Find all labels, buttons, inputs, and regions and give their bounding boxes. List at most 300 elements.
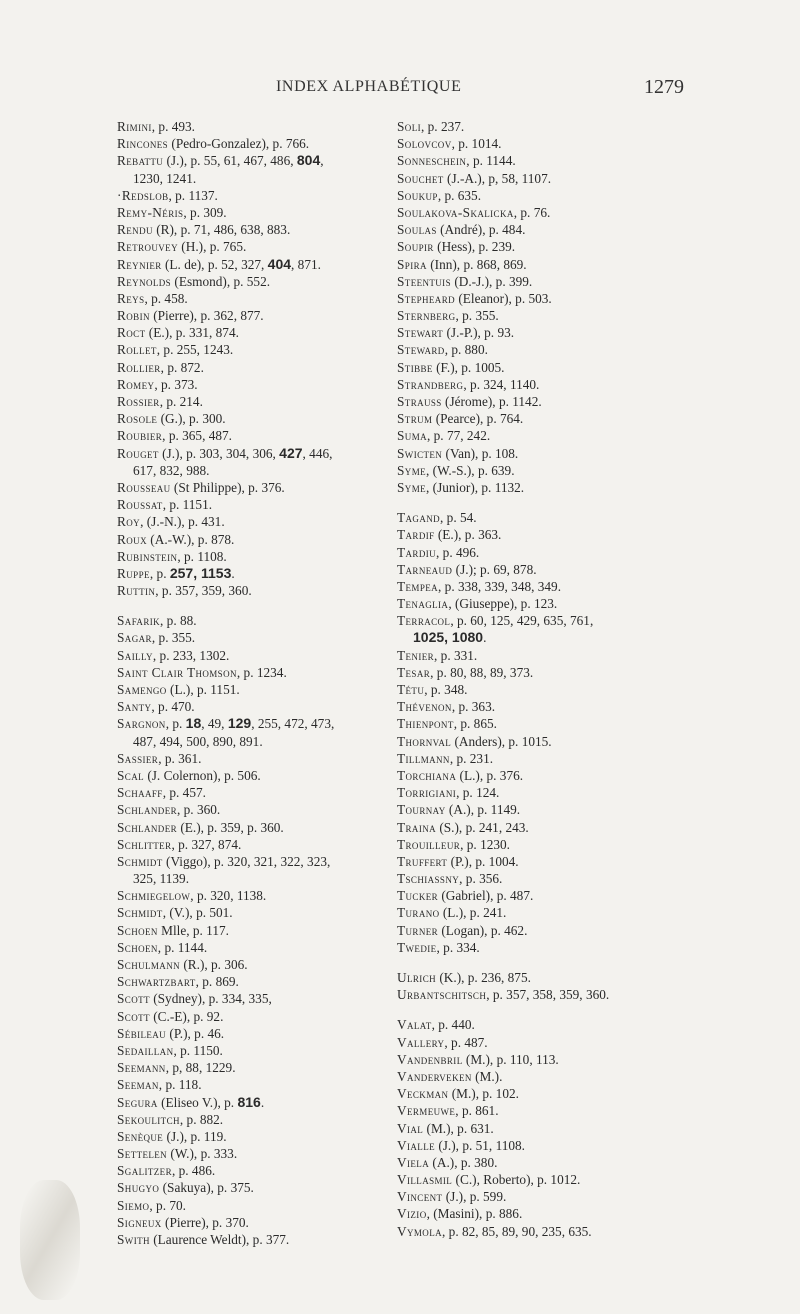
- entry-refs: , (V.), p. 501.: [162, 905, 233, 921]
- entry-name: Suma: [397, 428, 427, 444]
- entry-name: Vandenbril: [397, 1051, 463, 1067]
- index-entry: [397, 681, 797, 698]
- entry-name: Reynier: [117, 256, 162, 272]
- entry-name: Vialle: [397, 1137, 435, 1153]
- entry-refs: (Viggo), p. 320, 321, 322, 323,: [162, 853, 331, 869]
- entry-refs: , p. 118.: [158, 1077, 202, 1093]
- index-entry: [117, 681, 417, 698]
- index-entry-continuation: [117, 170, 417, 187]
- entry-refs: , p. 88.: [160, 613, 197, 629]
- entry-name: Samengo: [117, 682, 167, 697]
- entry-name: Syme: [397, 479, 426, 495]
- entry-refs: , p. 309.: [183, 204, 227, 220]
- index-entry: [397, 1068, 797, 1085]
- index-entry: [397, 256, 797, 273]
- index-entry: [397, 1016, 797, 1033]
- entry-name: Tschiassny: [397, 871, 460, 887]
- entry-name: Schmidt: [117, 905, 163, 921]
- entry-name: Stewart: [397, 325, 444, 341]
- entry-refs: 325, 1139.: [133, 871, 190, 887]
- index-entry: [397, 544, 797, 561]
- entry-name: Sailly: [117, 647, 153, 663]
- entry-name: Rendu: [117, 222, 153, 238]
- index-entry: [117, 1231, 417, 1248]
- index-entry: [117, 887, 417, 904]
- index-entry: [397, 836, 797, 853]
- index-entry: [397, 819, 797, 836]
- index-entry: [397, 462, 797, 479]
- entry-name: Tardiu: [397, 544, 437, 560]
- index-entry: [397, 1171, 797, 1188]
- entry-name: ·Redslob: [117, 187, 169, 203]
- entry-refs: , (W.-S.), p. 639.: [426, 462, 515, 478]
- entry-name: Steward: [397, 342, 445, 358]
- entry-name: Rollet: [117, 342, 157, 358]
- entry-name: Tesar: [397, 664, 431, 680]
- entry-name: Vymola: [397, 1223, 443, 1239]
- index-entry: [117, 647, 417, 664]
- entry-name: Siemo: [117, 1197, 150, 1213]
- index-entry: [117, 307, 417, 324]
- entry-refs: , p. 1014.: [451, 136, 502, 152]
- entry-name: Viela: [397, 1154, 430, 1170]
- index-entry-continuation: [117, 870, 417, 887]
- entry-refs: (W.), p. 333.: [167, 1146, 238, 1162]
- entry-refs: , p. 70.: [149, 1197, 186, 1213]
- entry-refs: (P.), p. 1004.: [447, 853, 519, 869]
- entry-refs: (M.), p. 110, 113.: [462, 1051, 559, 1067]
- entry-name: Tucker: [397, 888, 439, 904]
- index-entry: [117, 664, 417, 681]
- entry-name: Santy: [117, 699, 152, 715]
- entry-name: Tillmann: [397, 750, 450, 766]
- entry-name: Torchiana: [397, 767, 457, 783]
- entry-name: Tempea: [397, 578, 439, 594]
- index-entry: [397, 324, 797, 341]
- index-entry: [117, 1128, 417, 1145]
- index-entry: [117, 256, 417, 273]
- index-entry: [117, 1094, 417, 1111]
- entry-refs: (Pierre), p. 362, 877.: [149, 308, 264, 324]
- entry-name: Terracol: [397, 613, 451, 629]
- entry-refs: , p. 327, 874.: [171, 836, 242, 852]
- index-entry: [117, 496, 417, 513]
- index-entry: [117, 376, 417, 393]
- entry-name: Villasmil: [397, 1172, 453, 1188]
- index-entry: [397, 1154, 797, 1171]
- entry-name: Roy: [117, 514, 141, 530]
- paper-stain: [20, 1180, 80, 1300]
- entry-refs: , p. 231.: [449, 750, 494, 766]
- entry-refs: , p. 233, 1302.: [152, 647, 230, 663]
- index-entry: [117, 531, 417, 548]
- index-entry: [117, 767, 417, 784]
- entry-name: Segura: [117, 1094, 158, 1110]
- entry-refs: (G.), p. 300.: [157, 411, 226, 427]
- index-entry: [397, 750, 797, 767]
- entry-refs: , p. 487.: [444, 1034, 488, 1050]
- index-entry: [397, 715, 797, 732]
- entry-refs: , p. 1150.: [173, 1042, 223, 1058]
- index-entry: [117, 324, 417, 341]
- section-gap: [397, 956, 797, 969]
- entry-refs: (L. de), p. 52, 327,: [161, 256, 268, 272]
- index-entry: [117, 1076, 417, 1093]
- index-entry: [117, 135, 417, 152]
- entry-name: Ruppe: [117, 565, 150, 581]
- index-entry: [397, 612, 797, 629]
- entry-refs: , p. 861.: [455, 1103, 499, 1119]
- entry-name: Schlander: [117, 802, 177, 818]
- entry-refs: (J.-P.), p. 93.: [443, 325, 515, 341]
- entry-name: Schoen: [117, 922, 158, 938]
- index-entry: [397, 1188, 797, 1205]
- entry-refs: (Van), p. 108.: [442, 445, 519, 461]
- entry-name: Tournay: [397, 802, 446, 818]
- entry-refs: , p. 80, 88, 89, 373.: [430, 664, 534, 680]
- index-entry: [397, 939, 797, 956]
- entry-refs: 487, 494, 500, 890, 891.: [133, 733, 263, 749]
- index-entry: [397, 1102, 797, 1119]
- entry-refs: , p, 88, 1229.: [165, 1060, 236, 1076]
- entry-name: Tétu: [397, 682, 425, 697]
- entry-refs: (A.), p. 380.: [429, 1154, 498, 1170]
- entry-refs: (André), p. 484.: [436, 222, 526, 238]
- entry-refs: 617, 832, 988.: [133, 462, 210, 478]
- entry-refs: (R), p. 71, 486, 638, 883.: [152, 222, 291, 238]
- entry-refs: (Inn), p. 868, 869.: [426, 256, 527, 272]
- entry-refs: (C.), Roberto), p. 1012.: [452, 1172, 581, 1188]
- index-entry: [397, 1120, 797, 1137]
- entry-name: Thornval: [397, 733, 452, 749]
- index-entry: [397, 698, 797, 715]
- index-entry: [397, 870, 797, 887]
- entry-refs: (H.), p. 765.: [177, 239, 247, 255]
- index-entry-continuation: [117, 733, 417, 750]
- entry-refs: (K.), p. 236, 875.: [436, 970, 531, 985]
- index-entry: [397, 664, 797, 681]
- index-entry: [397, 273, 797, 290]
- entry-main-ref: 404: [267, 255, 292, 272]
- index-entry: [397, 187, 797, 204]
- entry-name: Torrigiani: [397, 785, 457, 801]
- entry-name: Vermeuwe: [397, 1103, 456, 1119]
- section-gap: [397, 1003, 797, 1016]
- entry-refs: .: [483, 630, 487, 646]
- index-entry: [397, 1051, 797, 1068]
- entry-refs: .: [260, 1094, 265, 1110]
- index-entry: [117, 1179, 417, 1196]
- entry-name: Reys: [117, 290, 145, 306]
- entry-refs: , p. 1144.: [157, 939, 208, 955]
- entry-refs: (S.), p. 241, 243.: [436, 819, 529, 835]
- entry-refs: (L.), p. 1151.: [166, 682, 240, 697]
- index-entry-continuation: [117, 462, 417, 479]
- entry-name: Vanderveken: [397, 1068, 472, 1084]
- entry-refs: (E.), p. 359, p. 360.: [177, 819, 284, 835]
- entry-refs: , p. 355.: [151, 630, 196, 646]
- entry-refs: (J.), p. 119.: [163, 1128, 227, 1144]
- entry-name: Safarik: [117, 613, 161, 629]
- entry-refs: (Gabriel), p. 487.: [438, 888, 534, 904]
- index-entry: [117, 1197, 417, 1214]
- entry-name: Tenier: [397, 647, 435, 663]
- entry-name: Scott: [117, 1008, 150, 1024]
- entry-refs: (J.-A.), p, 58, 1107.: [443, 170, 552, 186]
- entry-name: Thévenon: [397, 699, 452, 715]
- entry-refs: (J.), p. 51, 1108.: [435, 1137, 525, 1153]
- entry-name: Roubier: [117, 428, 163, 444]
- entry-refs: (M.), p. 102.: [448, 1086, 519, 1102]
- entry-refs: , p. 357, 358, 359, 360.: [486, 987, 610, 1003]
- index-entry: [117, 1111, 417, 1128]
- index-entry: [397, 152, 797, 169]
- index-entry: [397, 170, 797, 187]
- entry-refs: , p. 54.: [440, 510, 477, 526]
- entry-name: Veckman: [397, 1086, 449, 1102]
- entry-name: Tardif: [397, 527, 435, 543]
- index-entry: [397, 969, 797, 986]
- entry-name: Trouilleur: [397, 836, 461, 852]
- entry-refs: (L.), p. 241.: [439, 905, 507, 921]
- index-entry: [117, 836, 417, 853]
- index-entry: [397, 135, 797, 152]
- index-entry-continuation: [397, 629, 797, 646]
- entry-name: Tagand: [397, 510, 441, 526]
- index-entry: [397, 427, 797, 444]
- entry-refs: , p. 324, 1140.: [463, 376, 540, 392]
- entry-refs: , (J.-N.), p. 431.: [140, 514, 225, 530]
- entry-name: Stepheard: [397, 290, 455, 306]
- section-gap: [397, 496, 797, 509]
- page-number: 1279: [644, 76, 684, 98]
- index-entry: [117, 956, 417, 973]
- entry-name: Saint Clair Thomson: [117, 664, 237, 680]
- entry-name: Rebattu: [117, 153, 164, 169]
- entry-refs: , p. 1230.: [460, 836, 510, 852]
- entry-name: Rossier: [117, 394, 160, 409]
- index-entry: [397, 578, 797, 595]
- index-entry: [397, 801, 797, 818]
- entry-refs: , p. 882.: [179, 1111, 224, 1127]
- entry-name: Roux: [117, 531, 147, 547]
- index-entry: [117, 922, 417, 939]
- entry-main-ref: 1025, 1080: [413, 629, 484, 646]
- index-entry: [397, 922, 797, 939]
- index-entry: [397, 238, 797, 255]
- entry-refs: , p. 1234.: [236, 664, 287, 680]
- entry-refs: , p. 496.: [436, 544, 480, 560]
- entry-name: Robin: [117, 308, 150, 324]
- entry-refs: (St Philippe), p. 376.: [170, 479, 285, 495]
- entry-refs: , p. 77, 242.: [427, 428, 491, 444]
- index-entry: [397, 1085, 797, 1102]
- entry-name: Shugyo: [117, 1180, 160, 1196]
- entry-refs: (E.), p. 363.: [434, 527, 502, 543]
- entry-name: Sassier: [117, 750, 159, 766]
- index-entry: [117, 990, 417, 1007]
- entry-refs: , p. 76.: [513, 204, 551, 220]
- entry-main-ref: 18: [185, 715, 202, 732]
- entry-refs: , p. 1108.: [177, 548, 227, 564]
- index-entry: [397, 647, 797, 664]
- section-gap: [117, 599, 417, 612]
- index-entry: [117, 548, 417, 565]
- entry-refs: (J.), p. 599.: [442, 1189, 507, 1205]
- entry-refs: (E.), p. 331, 874.: [145, 325, 239, 341]
- index-entry: [117, 1008, 417, 1025]
- index-entry: [397, 445, 797, 462]
- entry-name: Solovcov: [397, 136, 452, 152]
- index-entry: [397, 784, 797, 801]
- entry-name: Rousseau: [117, 479, 171, 495]
- index-entry: [397, 595, 797, 612]
- entry-refs: , p. 360.: [177, 802, 221, 818]
- entry-refs: 1230, 1241.: [133, 170, 197, 186]
- index-entry: [117, 341, 417, 358]
- entry-main-ref: 427: [279, 444, 303, 461]
- index-entry: [397, 479, 797, 496]
- entry-refs: , p. 124.: [456, 785, 500, 801]
- entry-refs: (D.-J.), p. 399.: [451, 273, 533, 289]
- index-entry: [117, 1025, 417, 1042]
- entry-refs: , (Giuseppe), p. 123.: [448, 596, 558, 612]
- entry-refs: , (Masini), p. 886.: [426, 1206, 523, 1222]
- entry-refs: (Pierre), p. 370.: [161, 1214, 249, 1230]
- entry-refs: , p. 470.: [151, 699, 195, 715]
- index-entry: [397, 853, 797, 870]
- entry-name: Reynolds: [117, 273, 172, 289]
- index-entry: [397, 393, 797, 410]
- entry-refs: Mlle, p. 117.: [157, 922, 229, 938]
- entry-refs: , p.: [149, 565, 170, 581]
- entry-name: Tarneaud: [397, 561, 453, 577]
- entry-name: Roct: [117, 325, 146, 341]
- entry-refs: (M.), p. 631.: [423, 1120, 494, 1136]
- index-entry: [117, 565, 417, 582]
- entry-refs: , 49,: [201, 716, 228, 732]
- entry-refs: , p. 357, 359, 360.: [155, 583, 252, 599]
- entry-name: Turner: [397, 922, 439, 938]
- index-entry: [117, 152, 417, 169]
- entry-refs: , p. 60, 125, 429, 635, 761,: [450, 613, 594, 629]
- index-entry: [117, 715, 417, 732]
- index-entry: [397, 887, 797, 904]
- index-entry: [397, 509, 797, 526]
- index-entry: [117, 582, 417, 599]
- index-entry: [397, 1223, 797, 1240]
- index-entry: [117, 1042, 417, 1059]
- entry-name: Rincones: [117, 136, 169, 152]
- entry-name: Schmiegelow: [117, 888, 191, 904]
- entry-refs: , p. 1151.: [162, 497, 213, 513]
- entry-name: Spira: [397, 256, 427, 272]
- entry-refs: (P.), p. 46.: [166, 1025, 225, 1041]
- entry-refs: , p. 355.: [455, 308, 499, 324]
- running-title: INDEX ALPHABÉTIQUE: [276, 78, 462, 95]
- entry-refs: (J. Colernon), p. 506.: [144, 767, 261, 783]
- index-entry: [397, 1137, 797, 1154]
- entry-refs: , p. 865.: [453, 716, 497, 732]
- entry-refs: (M.).: [471, 1068, 503, 1084]
- index-entry: [397, 410, 797, 427]
- entry-refs: , p. 457.: [162, 785, 206, 801]
- entry-name: Stibbe: [397, 359, 433, 375]
- index-entry: [397, 1034, 797, 1051]
- entry-refs: , p. 635.: [437, 187, 482, 203]
- index-entry: [117, 187, 417, 204]
- index-entry: [117, 445, 417, 462]
- entry-name: Schoen: [117, 939, 158, 955]
- entry-name: Urbantschitsch: [397, 987, 487, 1003]
- entry-main-ref: 129: [227, 715, 252, 732]
- entry-name: Scal: [117, 767, 144, 783]
- entry-name: Swith: [117, 1232, 150, 1247]
- index-entry: [117, 1214, 417, 1231]
- entry-main-ref: 804: [296, 152, 321, 169]
- entry-refs: , p. 373.: [154, 376, 198, 392]
- entry-refs: (Esmond), p. 552.: [171, 273, 271, 289]
- index-entry: [117, 1162, 417, 1179]
- entry-refs: (A.-W.), p. 878.: [146, 531, 235, 547]
- entry-name: Valat: [397, 1017, 432, 1033]
- index-entry: [117, 904, 417, 921]
- entry-refs: , p.: [165, 716, 186, 732]
- entry-refs: (Laurence Weldt), p. 377.: [149, 1232, 290, 1247]
- index-entry: [117, 238, 417, 255]
- entry-refs: , p. 356.: [459, 871, 503, 887]
- entry-refs: (J.); p. 69, 878.: [452, 561, 537, 577]
- entry-name: Schwartzbart: [117, 974, 196, 990]
- index-entry: [117, 479, 417, 496]
- entry-refs: , p. 331.: [434, 647, 478, 663]
- entry-name: Signeux: [117, 1214, 162, 1230]
- left-index-column: [117, 118, 417, 1248]
- index-entry: [117, 273, 417, 290]
- entry-name: Vincent: [397, 1189, 443, 1205]
- index-entry: [117, 427, 417, 444]
- entry-refs: (C.-E), p. 92.: [149, 1008, 224, 1024]
- entry-refs: , p. 493.: [151, 119, 195, 134]
- entry-refs: (Eleanor), p. 503.: [455, 290, 552, 306]
- index-entry: [117, 1145, 417, 1162]
- index-entry: [117, 410, 417, 427]
- index-entry: [117, 784, 417, 801]
- index-entry: [117, 819, 417, 836]
- entry-refs: (Logan), p. 462.: [438, 922, 528, 938]
- entry-refs: , p. 338, 339, 348, 349.: [438, 578, 562, 594]
- entry-name: Twedie: [397, 939, 437, 955]
- entry-refs: , 446,: [302, 445, 333, 461]
- entry-refs: , p. 363.: [451, 699, 496, 715]
- entry-name: Soupir: [397, 239, 434, 255]
- entry-refs: , p. 82, 85, 89, 90, 235, 635.: [442, 1223, 592, 1239]
- entry-name: Sagar: [117, 630, 152, 646]
- entry-main-ref: 257, 1153: [169, 564, 232, 581]
- entry-refs: , p. 872.: [160, 359, 204, 375]
- entry-name: Sonneschein: [397, 153, 467, 169]
- entry-name: Remy-Néris: [117, 204, 184, 220]
- entry-name: Romey: [117, 376, 155, 392]
- entry-refs: , p. 334.: [436, 939, 480, 955]
- entry-name: Rosole: [117, 411, 158, 427]
- entry-name: Rimini: [117, 119, 152, 134]
- entry-refs: , p. 365, 487.: [162, 428, 232, 444]
- entry-name: Tenaglia: [397, 596, 449, 612]
- entry-refs: (Sydney), p. 334, 335,: [149, 991, 272, 1007]
- index-entry: [397, 1205, 797, 1222]
- entry-name: Schmidt: [117, 853, 163, 869]
